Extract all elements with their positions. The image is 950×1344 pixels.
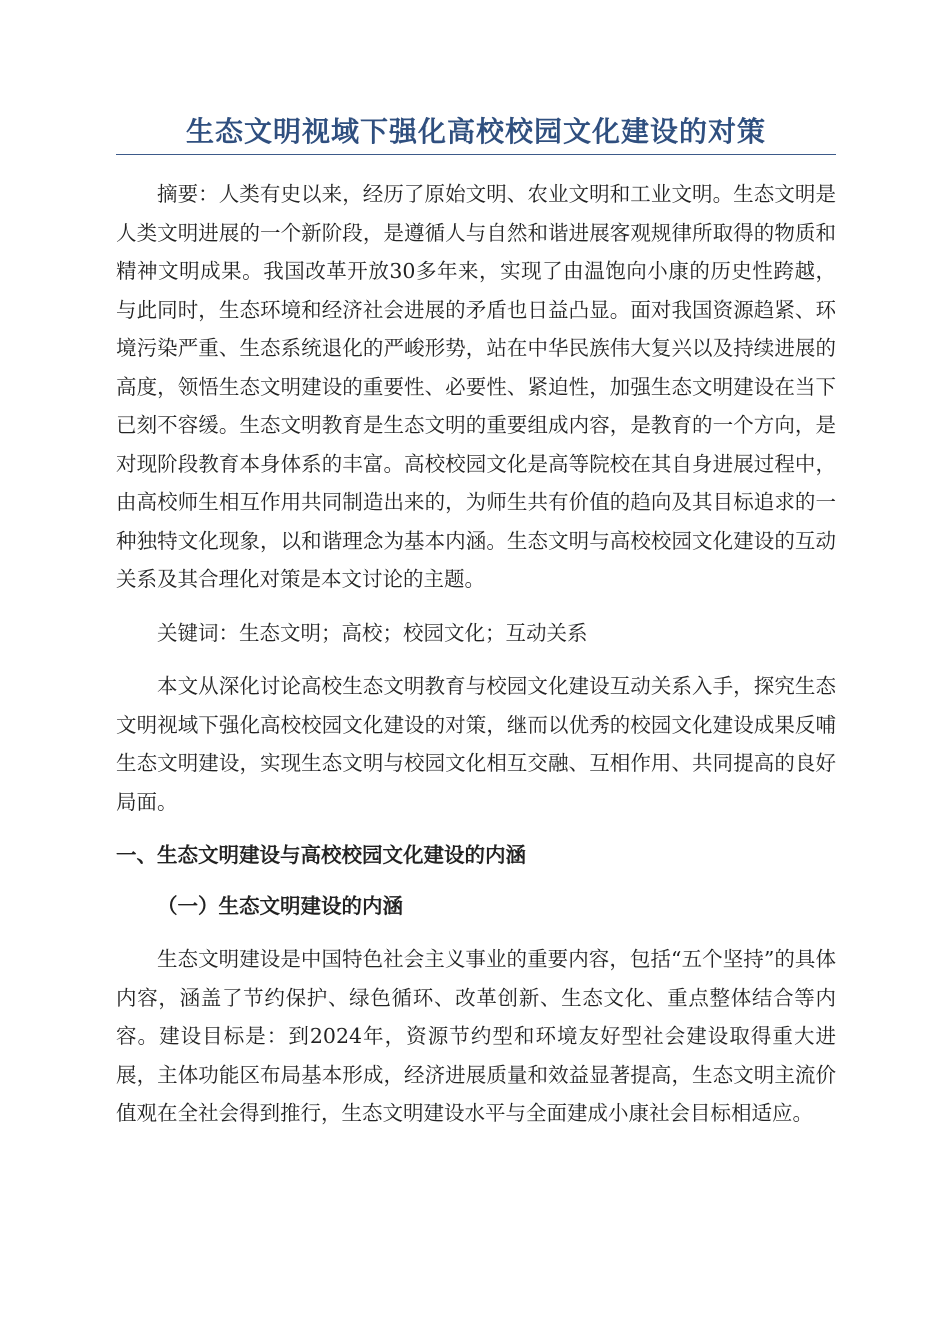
body-paragraph-1: 生态文明建设是中国特色社会主义事业的重要内容，包括“五个坚持”的具体内容，涵盖了节约保护、绿色循环、改革创新、生态文化、重点整体结合等内容。建设目标是：到2024年，资源节约型和环境友好型社会建设取得重大进展，主体功能区布局基本形成，经济进展质量和效益显著提高，生态文明主流价值观在全社会得到推行，生态文明建设水平与全面建成小康社会目标相适应。	[116, 947, 836, 1125]
document-title: 生态文明视域下强化高校校园文化建设的对策	[116, 112, 836, 155]
abstract-paragraph: 摘要：人类有史以来，经历了原始文明、农业文明和工业文明。生态文明是人类文明进展的一个新阶段，是遵循人与自然和谐进展客观规律所取得的物质和精神文明成果。我国改革开放30多年来，实现了由温饱向小康的历史性跨越，与此同时，生态环境和经济社会进展的矛盾也日益凸显。面对我国资源趋紧、环境污染严重、生态系统退化的严峻形势，站在中华民族伟大复兴以及持续进展的高度，领悟生态文明建设的重要性、必要性、紧迫性，加强生态文明建设在当下已刻不容缓。生态文明教育是生态文明的重要组成内容，是教育的一个方向，是对现阶段教育本身体系的丰富。高校校园文化是高等院校在其自身进展过程中，由高校师生相互作用共同制造出来的，为师生共有价值的趋向及其目标追求的一种独特文化现象，以和谐理念为基本内涵。生态文明与高校校园文化建设的互动关系及其合理化对策是本文讨论的主题。	[116, 182, 836, 591]
keywords-paragraph: 关键词：生态文明；高校；校园文化；互动关系	[157, 620, 588, 645]
section-heading-1: 一、生态文明建设与高校校园文化建设的内涵	[116, 843, 526, 867]
document-page	[116, 112, 836, 1133]
subsection-heading-1: （一）生态文明建设的内涵	[157, 893, 403, 918]
intro-paragraph: 本文从深化讨论高校生态文明教育与校园文化建设互动关系入手，探究生态文明视域下强化高校校园文化建设的对策，继而以优秀的校园文化建设成果反哺生态文明建设，实现生态文明与校园文化相互交融、互相作用、共同提高的良好局面。	[116, 674, 836, 814]
